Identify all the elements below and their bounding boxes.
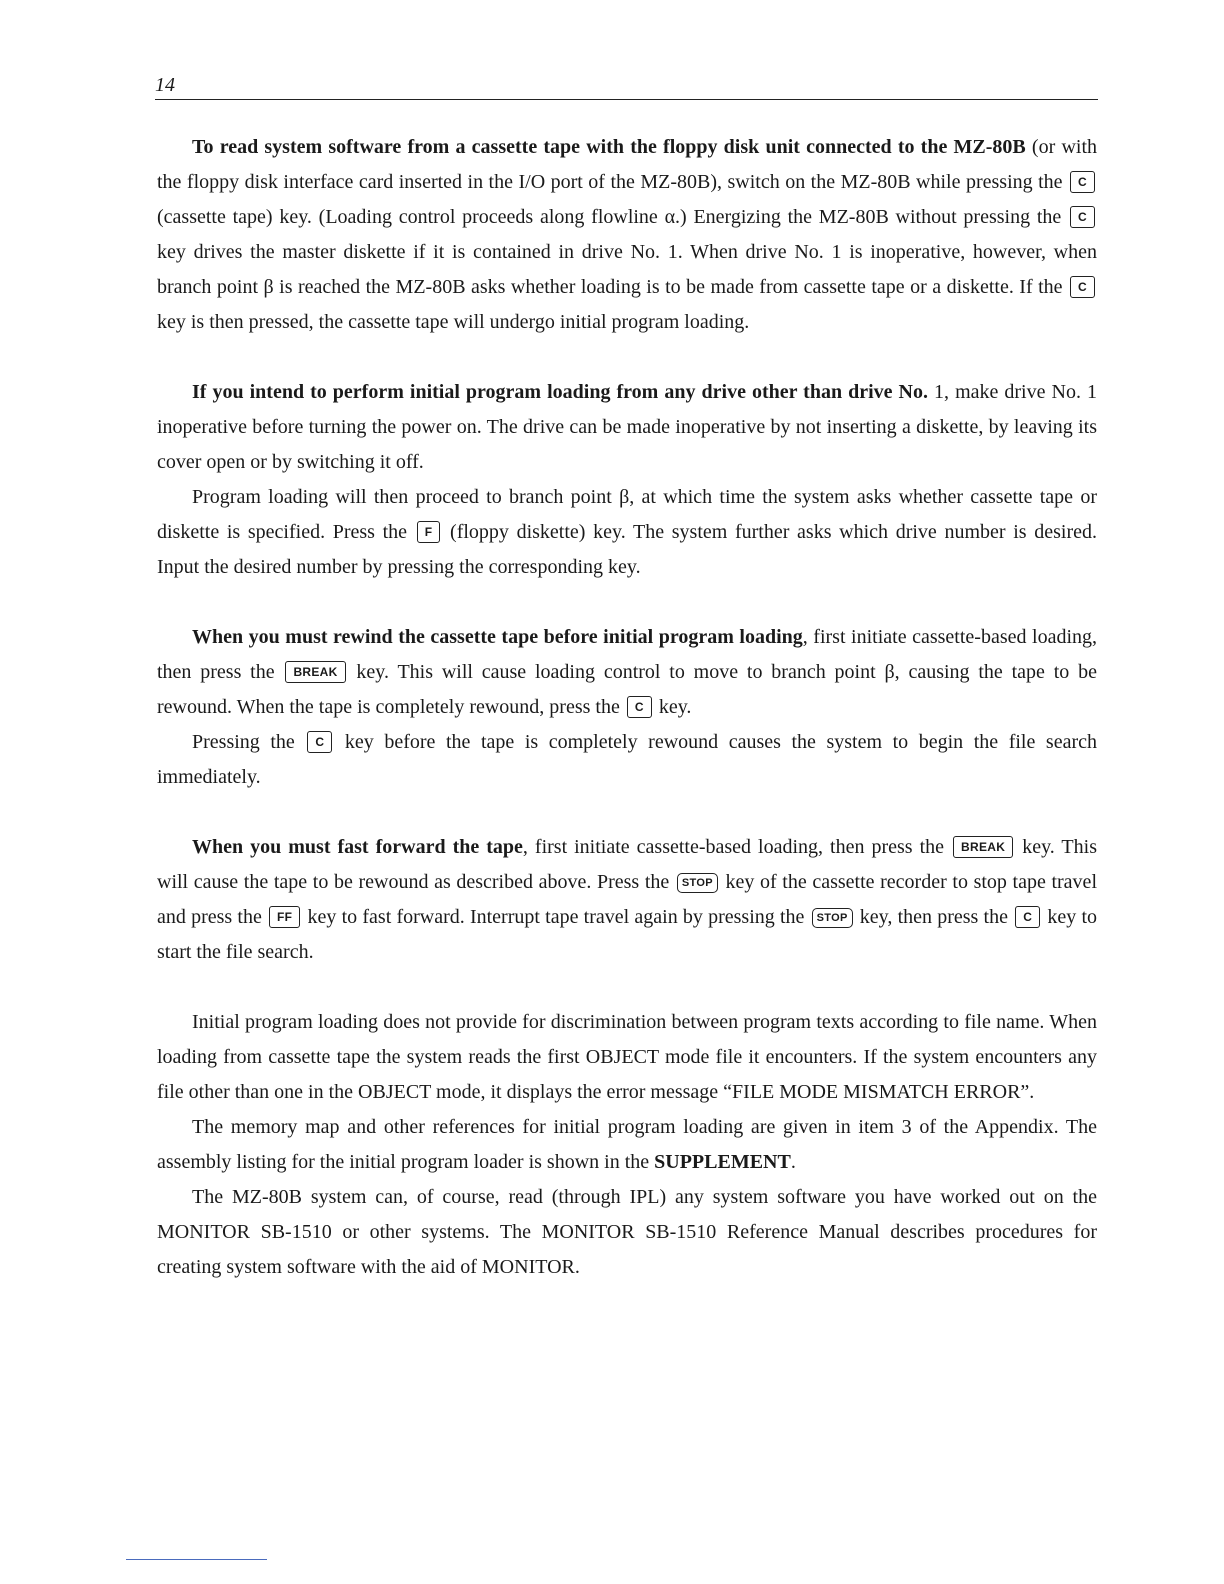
key-break-icon: BREAK: [285, 661, 345, 683]
paragraph-fast-forward: [157, 830, 1097, 970]
paragraph-lead: If you intend to perform initial program loading from any drive other than drive No.: [192, 381, 929, 403]
paragraph-memory-map: [157, 1110, 1097, 1180]
paragraph-text: The memory map and other references for initial program loading are given in item 3 of the Appendix. The assembly listing for the initial program loader is shown in the: [157, 1116, 1097, 1173]
paragraph-gap: [157, 970, 1097, 1005]
key-f-icon: F: [417, 521, 441, 543]
paragraph-text: key.: [653, 696, 692, 718]
paragraph-gap: [157, 340, 1097, 375]
paragraph-text: key before the tape is completely rewound causes the system to begin the file search immediately.: [157, 731, 1098, 788]
paragraph-file-mode: [157, 1005, 1097, 1110]
paragraph-text: key. This will cause the tape to be rewound as described above. Press the: [157, 836, 1097, 893]
key-c-icon: C: [307, 731, 332, 753]
paragraph-text: (or with the floppy disk interface card inserted in the I/O port of the MZ-80B), switch on the MZ-80B while pressing the: [157, 136, 1097, 193]
paragraph-gap: [157, 585, 1097, 620]
key-c-icon: C: [1070, 171, 1095, 193]
key-c-icon: C: [1070, 206, 1095, 228]
paragraph-text: Pressing the: [192, 731, 306, 753]
paragraph-text: key. This will cause loading control to move to branch point β, causing the tape to be rewound. When the tape is completely rewound, press the: [157, 661, 1097, 718]
key-stop-icon: STOP: [812, 908, 853, 928]
paragraph-cassette-read: [157, 130, 1097, 340]
key-c-icon: C: [1015, 906, 1040, 928]
paragraph-lead: To read system software from a cassette tape with the floppy disk unit connected to the MZ-80B: [192, 136, 1026, 158]
paragraph-other-drive: [157, 375, 1097, 480]
paragraph-text: key to fast forward. Interrupt tape travel again by pressing the: [302, 906, 810, 928]
paragraph-lead: When you must rewind the cassette tape before initial program loading: [192, 626, 803, 648]
paragraph-text: key, then press the: [854, 906, 1014, 928]
paragraph-text: Program loading will then proceed to branch point β, at which time the system asks whether cassette tape or diskette is specified. Press the: [157, 486, 1097, 543]
key-break-icon: BREAK: [953, 836, 1013, 858]
document-body: [157, 130, 1097, 1285]
key-c-icon: C: [627, 696, 652, 718]
paragraph-text: key is then pressed, the cassette tape will undergo initial program loading.: [157, 311, 750, 333]
page-number: 14: [155, 74, 175, 96]
paragraph-text: key to start the file search.: [157, 906, 1098, 963]
paragraph-lead: When you must fast forward the tape: [192, 836, 523, 858]
supplement-reference: SUPPLEMENT: [654, 1151, 791, 1173]
paragraph-text: 1, make drive No. 1 inoperative before turning the power on. The drive can be made inoperative by not inserting a diskette, by leaving its cover open or by switching it off.: [157, 381, 1097, 473]
paragraph-text: .: [790, 1151, 796, 1173]
footer-rule: [126, 1559, 267, 1560]
key-ff-icon: FF: [269, 906, 300, 928]
paragraph-text: , first initiate cassette-based loading, then press the: [157, 626, 1097, 683]
paragraph-rewind: [157, 620, 1097, 725]
paragraph-text: The MZ-80B system can, of course, read (through IPL) any system software you have worked out on the MONITOR SB-1510 or other systems. The MONITOR SB-1510 Reference Manual describes procedures for creating system software with the aid of MONITOR.: [157, 1186, 1097, 1278]
paragraph-branch-point: [157, 480, 1097, 585]
paragraph-text: (floppy diskette) key. The system further asks which drive number is desired. Input the desired number by pressing the corresponding key.: [157, 521, 1097, 578]
paragraph-early-press: [157, 725, 1097, 795]
paragraph-text: key drives the master diskette if it is contained in drive No. 1. When drive No. 1 is inoperative, however, when branch point β is reached the MZ-80B asks whether loading is to be made from cassette tape or a diskette. If the: [157, 241, 1097, 298]
paragraph-text: , first initiate cassette-based loading, then press the: [522, 836, 952, 858]
paragraph-text: Initial program loading does not provide for discrimination between program texts according to file name. When loading from cassette tape the system reads the first OBJECT mode file it encounters. If the system encounters any file other than one in the OBJECT mode, it displays the error message “FILE MODE MISMATCH ERROR”.: [157, 1011, 1097, 1103]
paragraph-gap: [157, 795, 1097, 830]
key-stop-icon: STOP: [677, 873, 718, 893]
paragraph-monitor: [157, 1180, 1097, 1285]
header-rule: [155, 99, 1098, 100]
paragraph-text: (cassette tape) key. (Loading control proceeds along flowline α.) Energizing the MZ-80B without pressing the: [157, 206, 1069, 228]
paragraph-text: key of the cassette recorder to stop tape travel and press the: [157, 871, 1097, 928]
key-c-icon: C: [1070, 276, 1095, 298]
